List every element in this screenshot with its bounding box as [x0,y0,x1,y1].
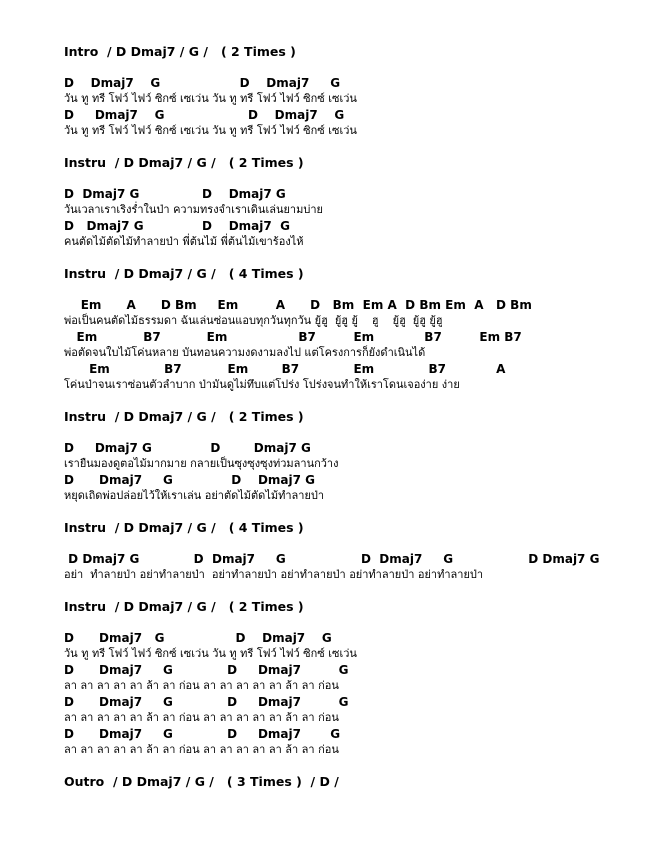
section-heading: Instru / D Dmaj7 / G / ( 2 Times ) [64,409,304,424]
section-heading: Instru / D Dmaj7 / G / ( 2 Times ) [64,599,304,614]
spacer [64,615,654,630]
lyric-line: ลา ลา ลา ลา ลา ล้า ลา ก่อน ลา ลา ลา ลา ลา ล้า ลา ก่อน [64,679,339,692]
lyric-line: วัน ทู ทรี โฟว์ ไฟว์ ซิกซ์ เซเว่น วัน ทู ทรี โฟว์ ไฟว์ ซิกซ์ เซเว่น [64,92,357,105]
chord-line: D Dmaj7 G D Dmaj7 G [64,631,332,645]
spacer [64,536,654,551]
spacer [64,282,654,297]
section-heading: Instru / D Dmaj7 / G / ( 2 Times ) [64,155,304,170]
lyric-line: หยุดเถิดพ่อปล่อยไว้ให้เราเล่น อย่าตัดไม้ตัดไม้ทำลายป่า [64,489,325,502]
chord-line: D Dmaj7 G D Dmaj7 G [64,663,349,677]
spacer [64,504,654,519]
spacer [64,60,654,75]
section-heading: Outro / D Dmaj7 / G / ( 3 Times ) / D / [64,774,339,789]
lyric-line: คนตัดไม้ตัดไม้ทำลายป่า พี่ต้นไม้ พี่ต้นไม้เขาร้องไห้ [64,235,304,248]
spacer [64,139,654,154]
chord-line: Em A D Bm Em A D Bm Em A D Bm Em A D Bm [64,298,532,312]
chord-line: D Dmaj7 G D Dmaj7 G [64,727,341,741]
chord-line: Em B7 Em B7 Em B7 A [64,362,506,376]
lyric-line: พ่อเป็นคนตัดไม้ธรรมดา ฉันเล่นซ่อนแอบทุกวันทุกวัน ยู้ฮู ยู้ฮู ยู้ ฮู ยู้ฮู ยู้ฮู ยู้ฮู [64,314,443,327]
chord-line: D Dmaj7 G D Dmaj7 G [64,187,286,201]
section-heading: Instru / D Dmaj7 / G / ( 4 Times ) [64,266,304,281]
spacer [64,171,654,186]
section-heading: Intro / D Dmaj7 / G / ( 2 Times ) [64,44,296,59]
chord-line: D Dmaj7 G D Dmaj7 G [64,108,345,122]
lyric-line: ลา ลา ลา ลา ลา ล้า ลา ก่อน ลา ลา ลา ลา ลา ล้า ลา ก่อน [64,743,339,756]
chord-line: D Dmaj7 G D Dmaj7 G [64,473,316,487]
spacer [64,425,654,440]
spacer [64,583,654,598]
lyric-line: เรายืนมองดูตอไม้มากมาย กลายเป็นซุงซุงซุงท่วมลานกว้าง [64,457,339,470]
chord-line: D Dmaj7 G D Dmaj7 G [64,441,311,455]
spacer [64,758,654,773]
lyric-line: ลา ลา ลา ลา ลา ล้า ลา ก่อน ลา ลา ลา ลา ลา ล้า ลา ก่อน [64,711,339,724]
chord-line: Em B7 Em B7 Em B7 Em B7 [64,330,522,344]
lyric-line: พ่อตัดจนใบไม้โค่นหลาย บันทอนความงดงามลงไป แต่โครงการก็ยังดำเนินได้ [64,346,426,359]
section-heading: Instru / D Dmaj7 / G / ( 4 Times ) [64,520,304,535]
lyric-line: วัน ทู ทรี โฟว์ ไฟว์ ซิกซ์ เซเว่น วัน ทู ทรี โฟว์ ไฟว์ ซิกซ์ เซเว่น [64,124,357,137]
chord-line: D Dmaj7 G D Dmaj7 G [64,219,290,233]
chord-line: D Dmaj7 G D Dmaj7 G [64,76,341,90]
spacer [64,250,654,265]
lyric-line: อย่า ทำลายป่า อย่าทำลายป่า อย่าทำลายป่า อย่าทำลายป่า อย่าทำลายป่า อย่าทำลายป่า [64,568,484,581]
lyric-line: วัน ทู ทรี โฟว์ ไฟว์ ซิกซ์ เซเว่น วัน ทู ทรี โฟว์ ไฟว์ ซิกซ์ เซเว่น [64,647,357,660]
lyric-line: วันเวลาเราเริงร่ำในป่า ความทรงจำเราเดินเล่นยามบ่าย [64,203,323,216]
lyric-line: โค่นป่าจนเราซ่อนตัวลำบาก ป่ามันดูไม่ทึบแต่โปร่ง โปร่งจนทำให้เราโดนเจอง่าย ง่าย [64,378,460,391]
spacer [64,393,654,408]
chord-sheet [64,43,654,790]
chord-line: D Dmaj7 G D Dmaj7 G D Dmaj7 G D Dmaj7 G [64,552,600,566]
chord-line: D Dmaj7 G D Dmaj7 G [64,695,349,709]
